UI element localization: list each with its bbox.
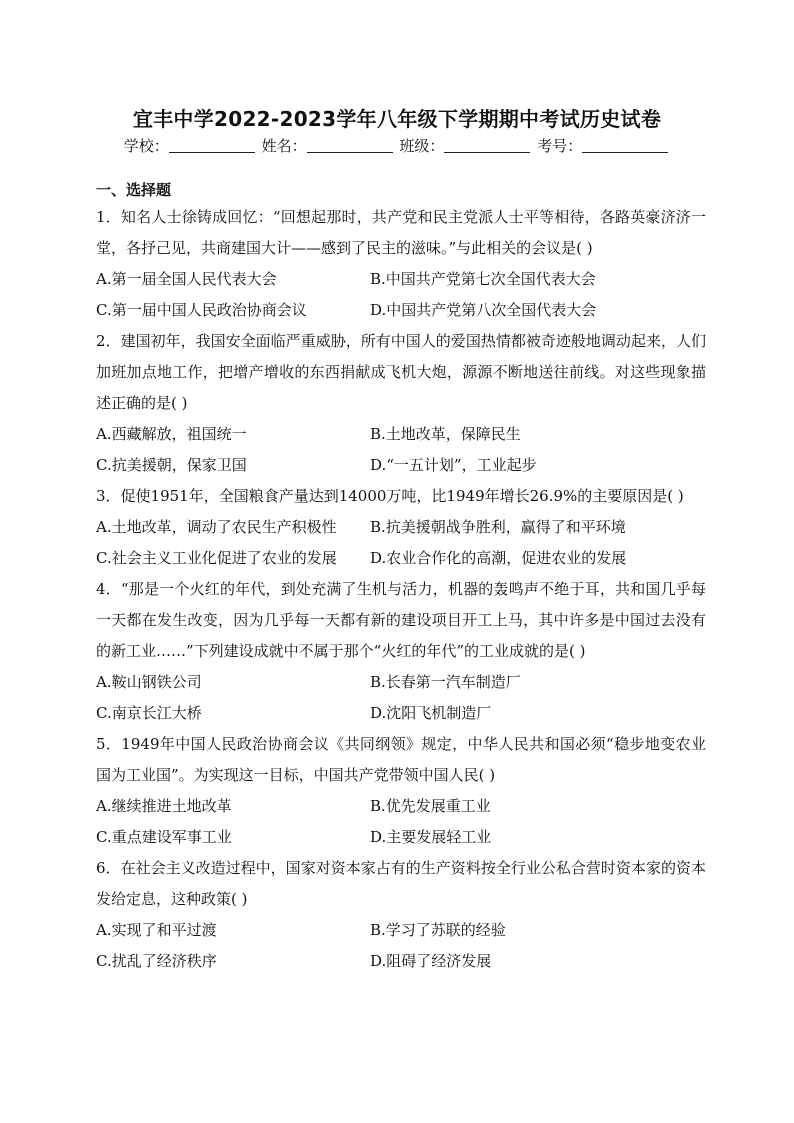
name-label: 姓名：: [261, 137, 307, 155]
option-c[interactable]: C.扰乱了经济秩序: [96, 952, 217, 970]
exam-title: 宜丰中学2022-2023学年八年级下学期期中考试历史试卷: [132, 107, 662, 131]
option-b[interactable]: B.中国共产党第七次全国代表大会: [370, 270, 596, 288]
student-info-row: [0, 135, 794, 156]
option-d[interactable]: D.“一五计划”，工业起步: [370, 456, 537, 474]
school-label: 学校：: [123, 137, 169, 155]
option-b[interactable]: B.优先发展重工业: [370, 797, 491, 815]
question-stem: 1．知名人士徐铸成回忆：“回想起那时，共产党和民主党派人士平等相待，各路英豪济济一堂，各抒己见，共商建国大计——感到了民主的滋味。”与此相关的会议是( ): [96, 208, 706, 257]
question-2: [96, 326, 706, 481]
option-grid: [96, 915, 706, 977]
option-a[interactable]: A.土地改革，调动了农民生产积极性: [96, 518, 337, 536]
question-stem: 5．1949年中国人民政治协商会议《共同纲领》规定，中华人民共和国必须“稳步地变农业国为工业国”。为实现这一目标，中国共产党带领中国人民( ): [96, 735, 706, 784]
question-1: [96, 202, 706, 326]
option-d[interactable]: D.农业合作化的高潮，促进农业的发展: [370, 549, 627, 567]
class-label: 班级：: [399, 137, 445, 155]
option-grid: [96, 264, 706, 326]
option-c[interactable]: C.第一届中国人民政治协商会议: [96, 301, 307, 319]
option-a[interactable]: A.第一届全国人民代表大会: [96, 270, 277, 288]
option-a[interactable]: A.西藏解放，祖国统一: [96, 425, 247, 443]
option-a[interactable]: A.实现了和平过渡: [96, 921, 217, 939]
option-b[interactable]: B.学习了苏联的经验: [370, 921, 506, 939]
option-grid: [96, 512, 706, 574]
option-b[interactable]: B.土地改革，保障民生: [370, 425, 521, 443]
option-b[interactable]: B.长春第一汽车制造厂: [370, 673, 521, 691]
option-d[interactable]: D.中国共产党第八次全国代表大会: [370, 301, 597, 319]
class-blank[interactable]: [444, 138, 530, 153]
option-d[interactable]: D.阻碍了经济发展: [370, 952, 492, 970]
option-grid: [96, 791, 706, 853]
option-b[interactable]: B.抗美援朝战争胜利，赢得了和平环境: [370, 518, 626, 536]
question-stem: 4．“那是一个火红的年代，到处充满了生机与活力，机器的轰鸣声不绝于耳，共和国几乎每一天都在发生改变，因为几乎每一天都有新的建设项目开工上马，其中许多是中国过去没有的新工业……”下列建设成就中不属于那个“火红的年代”的工业成就的是( ): [96, 580, 706, 660]
option-c[interactable]: C.抗美援朝，保家卫国: [96, 456, 247, 474]
option-c[interactable]: C.重点建设军事工业: [96, 828, 232, 846]
option-d[interactable]: D.沈阳飞机制造厂: [370, 704, 492, 722]
question-3: [96, 481, 706, 574]
option-grid: [96, 667, 706, 729]
question-5: [96, 729, 706, 853]
option-c[interactable]: C.南京长江大桥: [96, 704, 202, 722]
option-c[interactable]: C.社会主义工业化促进了农业的发展: [96, 549, 337, 567]
question-6: [96, 853, 706, 977]
question-stem: 6．在社会主义改造过程中，国家对资本家占有的生产资料按全行业公私合营时资本家的资本发给定息，这种政策( ): [96, 859, 706, 908]
exam-number-blank[interactable]: [582, 138, 668, 153]
section-heading: 一、选择题: [96, 181, 172, 199]
name-blank[interactable]: [307, 138, 393, 153]
question-stem: 3．促使1951年，全国粮食产量达到14000万吨，比1949年增长26.9%的主要原因是( ): [96, 487, 684, 505]
option-a[interactable]: A.继续推进土地改革: [96, 797, 232, 815]
option-grid: [96, 419, 706, 481]
question-list: [96, 178, 706, 977]
question-4: [96, 574, 706, 729]
option-d[interactable]: D.主要发展轻工业: [370, 828, 492, 846]
question-stem: 2．建国初年，我国安全面临严重威胁，所有中国人的爱国热情都被奇迹般地调动起来，人们加班加点地工作，把增产增收的东西捐献成飞机大炮，源源不断地送往前线。对这些现象描述正确的是( ): [96, 332, 706, 412]
exam-number-label: 考号：: [537, 137, 583, 155]
school-blank[interactable]: [169, 138, 255, 153]
option-a[interactable]: A.鞍山钢铁公司: [96, 673, 202, 691]
